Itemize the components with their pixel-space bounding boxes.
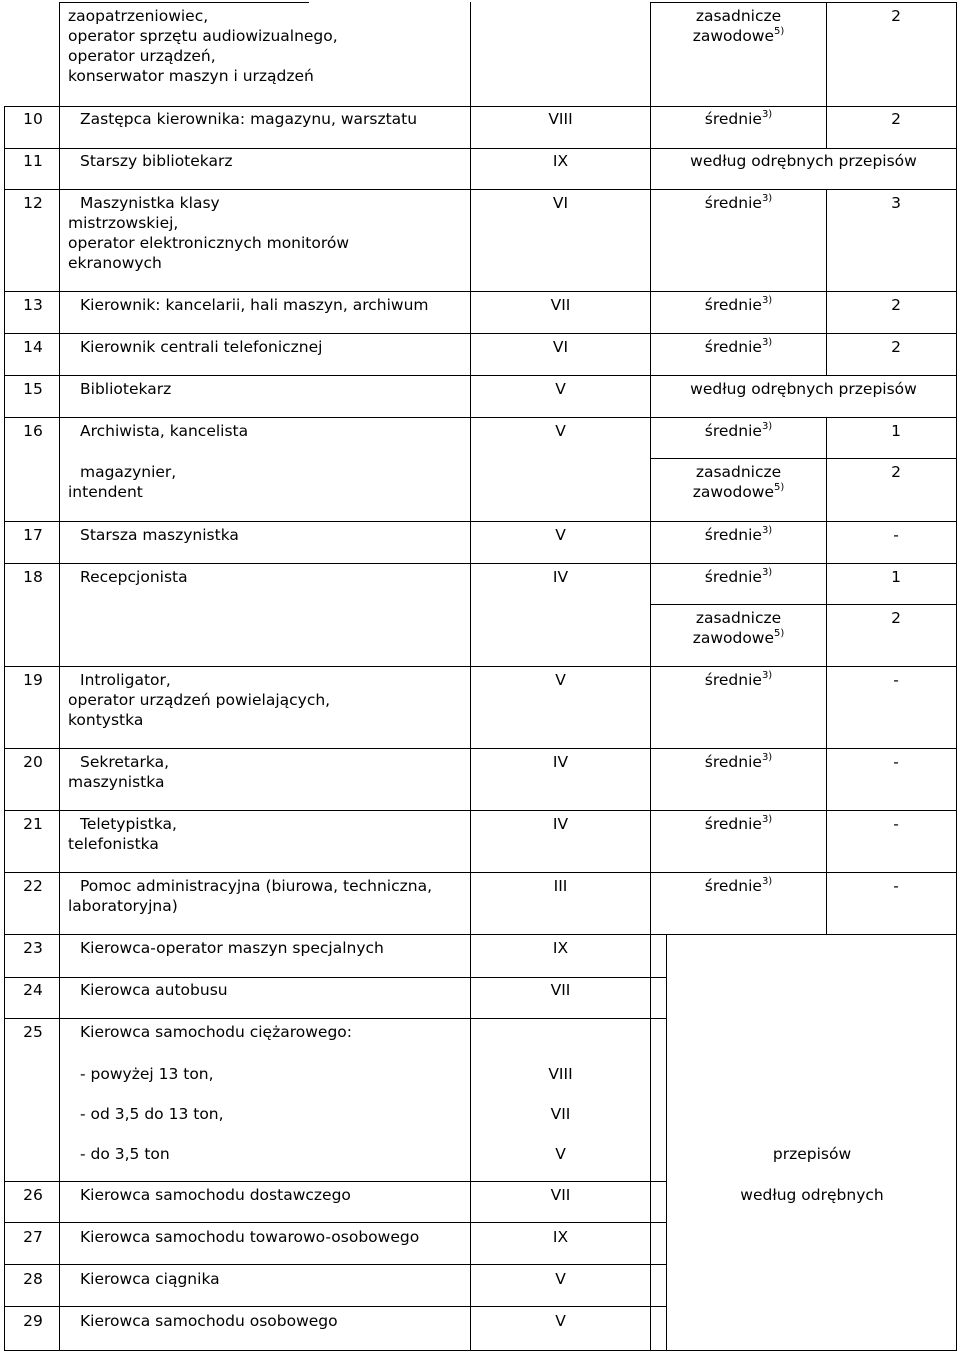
category: V xyxy=(555,1145,566,1163)
rule xyxy=(4,1350,956,1351)
category: VI xyxy=(552,194,569,212)
education-text: średnie xyxy=(704,815,762,833)
education-text: zasadnicze xyxy=(695,609,782,627)
experience-years: 1 xyxy=(891,422,901,440)
row-number: 14 xyxy=(23,338,43,356)
footnote-ref: 5) xyxy=(774,627,785,639)
rule xyxy=(650,604,956,605)
footnote-ref: 3) xyxy=(761,336,773,348)
education-requirement xyxy=(651,337,826,357)
row-title: Kierowca samochodu dostawczego xyxy=(80,1186,351,1204)
category: IX xyxy=(552,1228,569,1246)
experience-years: 2 xyxy=(891,110,901,128)
row-number: 27 xyxy=(23,1228,43,1246)
rule xyxy=(826,2,827,148)
rule xyxy=(650,458,956,459)
experience-years: - xyxy=(893,526,899,544)
education-requirement xyxy=(651,814,826,834)
education-text: średnie xyxy=(704,753,762,771)
rule xyxy=(4,417,956,418)
footnote-ref: 3) xyxy=(761,108,773,120)
rule xyxy=(4,375,956,376)
footnote-ref: 5) xyxy=(774,25,785,37)
row-title: Bibliotekarz xyxy=(80,380,172,398)
rule xyxy=(4,521,956,522)
category: V xyxy=(555,1312,566,1330)
category: VIII xyxy=(548,1065,573,1083)
education-text: średnie xyxy=(704,671,762,689)
rule xyxy=(956,2,957,1351)
experience-years: - xyxy=(893,753,899,771)
education-requirement: według odrębnych przepisów xyxy=(690,152,917,170)
experience-years: - xyxy=(893,815,899,833)
category: VIII xyxy=(548,110,573,128)
experience-years: 2 xyxy=(891,338,901,356)
education-requirement xyxy=(651,421,826,441)
education-requirement xyxy=(651,193,826,213)
education-text: średnie xyxy=(704,877,762,895)
education-requirement xyxy=(651,567,826,587)
row-number: 11 xyxy=(23,152,43,170)
category: IX xyxy=(552,152,569,170)
education-text: zawodowe$^{5)}$ xyxy=(692,481,785,501)
row-number: 12 xyxy=(23,194,43,212)
row-number: 10 xyxy=(23,110,43,128)
category: V xyxy=(555,422,566,440)
row-title: Kierowca samochodu ciężarowego: xyxy=(80,1023,352,1041)
category: III xyxy=(553,877,568,895)
category: IV xyxy=(552,815,569,833)
category: IX xyxy=(552,939,569,957)
row-title: Teletypistka, telefonistka xyxy=(68,815,177,853)
rule xyxy=(826,417,827,934)
category: VII xyxy=(550,1105,571,1123)
row-number: 29 xyxy=(23,1312,43,1330)
footnote-ref: 5) xyxy=(774,481,785,493)
education-requirement xyxy=(651,295,826,315)
rule xyxy=(4,106,5,1351)
row-number: 21 xyxy=(23,815,43,833)
experience-years: 2 xyxy=(891,609,901,627)
footnote-ref: 3) xyxy=(761,751,773,763)
category: VI xyxy=(552,338,569,356)
education-text: zawodowe$^{5)}$ xyxy=(692,627,785,647)
education-requirement xyxy=(651,525,826,545)
row-number: 25 xyxy=(23,1023,43,1041)
rule xyxy=(4,1018,666,1019)
rule xyxy=(4,148,956,149)
footnote-ref: 3) xyxy=(761,420,773,432)
row-number: 15 xyxy=(23,380,43,398)
rule xyxy=(4,333,956,334)
category: VII xyxy=(550,296,571,314)
footnote-ref: 3) xyxy=(761,875,773,887)
rule xyxy=(650,2,956,3)
category: V xyxy=(555,526,566,544)
drivers-note-line2: według odrębnych xyxy=(740,1186,884,1204)
rule xyxy=(4,977,666,978)
row-title: Kierowca samochodu towarowo-osobowego xyxy=(80,1228,420,1246)
row-number: 17 xyxy=(23,526,43,544)
row-title: Zastępca kierownika: magazynu, warsztatu xyxy=(80,110,418,128)
category: V xyxy=(555,671,566,689)
row-title: - od 3,5 do 13 ton, xyxy=(80,1105,224,1123)
education-text: zawodowe$^{5)}$ xyxy=(692,25,785,45)
row-number: 28 xyxy=(23,1270,43,1288)
row-title: Starsza maszynistka xyxy=(80,526,239,544)
row-title: - do 3,5 ton xyxy=(80,1145,170,1163)
row-number: 19 xyxy=(23,671,43,689)
education-requirement xyxy=(651,109,826,129)
row-title: magazynier, intendent xyxy=(68,463,177,501)
education-requirement xyxy=(651,670,826,690)
row-number: 22 xyxy=(23,877,43,895)
category: VII xyxy=(550,981,571,999)
footnote-ref: 3) xyxy=(761,524,773,536)
row-title: Kierowca-operator maszyn specjalnych xyxy=(80,939,384,957)
row-number: 20 xyxy=(23,753,43,771)
education-text: średnie xyxy=(704,194,762,212)
footnote-ref: 3) xyxy=(761,192,773,204)
row-title: Pomoc administracyjna (biurowa, techniczna, laboratoryjna) xyxy=(68,877,433,915)
education-text: średnie xyxy=(704,110,762,128)
education-requirement xyxy=(651,462,826,502)
row-title: Kierownik centrali telefonicznej xyxy=(80,338,323,356)
education-text: średnie xyxy=(704,526,762,544)
row-title: Kierowca ciągnika xyxy=(80,1270,220,1288)
education-text: średnie xyxy=(704,338,762,356)
education-text: zasadnicze xyxy=(695,7,782,25)
row-title: Kierownik: kancelarii, hali maszyn, archiwum xyxy=(80,296,429,314)
rule xyxy=(4,189,956,190)
category: V xyxy=(555,1270,566,1288)
experience-years: 2 xyxy=(891,463,901,481)
education-requirement xyxy=(651,876,826,896)
experience-years: - xyxy=(893,671,899,689)
rule xyxy=(4,1222,666,1223)
row-number: 13 xyxy=(23,296,43,314)
category: IV xyxy=(552,753,569,771)
rule xyxy=(4,1306,666,1307)
experience-years: - xyxy=(893,877,899,895)
education-text: średnie xyxy=(704,422,762,440)
education-requirement xyxy=(651,752,826,772)
row-title: Recepcjonista xyxy=(80,568,188,586)
row-title: Kierowca samochodu osobowego xyxy=(80,1312,338,1330)
rule xyxy=(4,810,956,811)
rule xyxy=(4,563,956,564)
education-text: średnie xyxy=(704,568,762,586)
row-title: - powyżej 13 ton, xyxy=(80,1065,214,1083)
row-title: Maszynistka klasy mistrzowskiej, operator elektronicznych monitorów ekranowych xyxy=(68,194,350,272)
row-title: Archiwista, kancelista xyxy=(80,422,249,440)
row-number: 23 xyxy=(23,939,43,957)
row-number: 18 xyxy=(23,568,43,586)
row-title: Introligator, operator urządzeń powielających, kontystka xyxy=(68,671,331,729)
rule xyxy=(59,2,309,3)
experience-years: 3 xyxy=(891,194,901,212)
rule xyxy=(666,934,667,1351)
rule xyxy=(4,1181,666,1182)
row-title: Starszy bibliotekarz xyxy=(80,152,233,170)
experience-years: 1 xyxy=(891,568,901,586)
experience-years: 2 xyxy=(891,296,901,314)
education-requirement xyxy=(651,608,826,648)
rule xyxy=(4,106,956,107)
education-text: zasadnicze xyxy=(695,463,782,481)
rule xyxy=(4,291,956,292)
education-requirement: według odrębnych przepisów xyxy=(690,380,917,398)
row-title: Sekretarka, maszynistka xyxy=(68,753,169,791)
row-title: zaopatrzeniowiec, operator sprzętu audiowizualnego, operator urządzeń, konserwator maszyn i urządzeń xyxy=(68,7,338,85)
rule xyxy=(826,189,827,375)
education-requirement xyxy=(651,6,826,46)
rule xyxy=(4,1264,666,1265)
category: VII xyxy=(550,1186,571,1204)
footnote-ref: 3) xyxy=(761,294,773,306)
row-number: 16 xyxy=(23,422,43,440)
row-number: 26 xyxy=(23,1186,43,1204)
rule xyxy=(59,2,60,1351)
footnote-ref: 3) xyxy=(761,669,773,681)
footnote-ref: 3) xyxy=(761,566,773,578)
rule xyxy=(4,748,956,749)
row-title: Kierowca autobusu xyxy=(80,981,228,999)
rule xyxy=(4,666,956,667)
drivers-note-line1: przepisów xyxy=(772,1145,852,1163)
category: IV xyxy=(552,568,569,586)
rule xyxy=(470,2,471,1351)
row-number: 24 xyxy=(23,981,43,999)
rule xyxy=(4,934,956,935)
education-text: średnie xyxy=(704,296,762,314)
experience-years: 2 xyxy=(891,7,901,25)
rule xyxy=(4,872,956,873)
footnote-ref: 3) xyxy=(761,813,773,825)
category: V xyxy=(555,380,566,398)
